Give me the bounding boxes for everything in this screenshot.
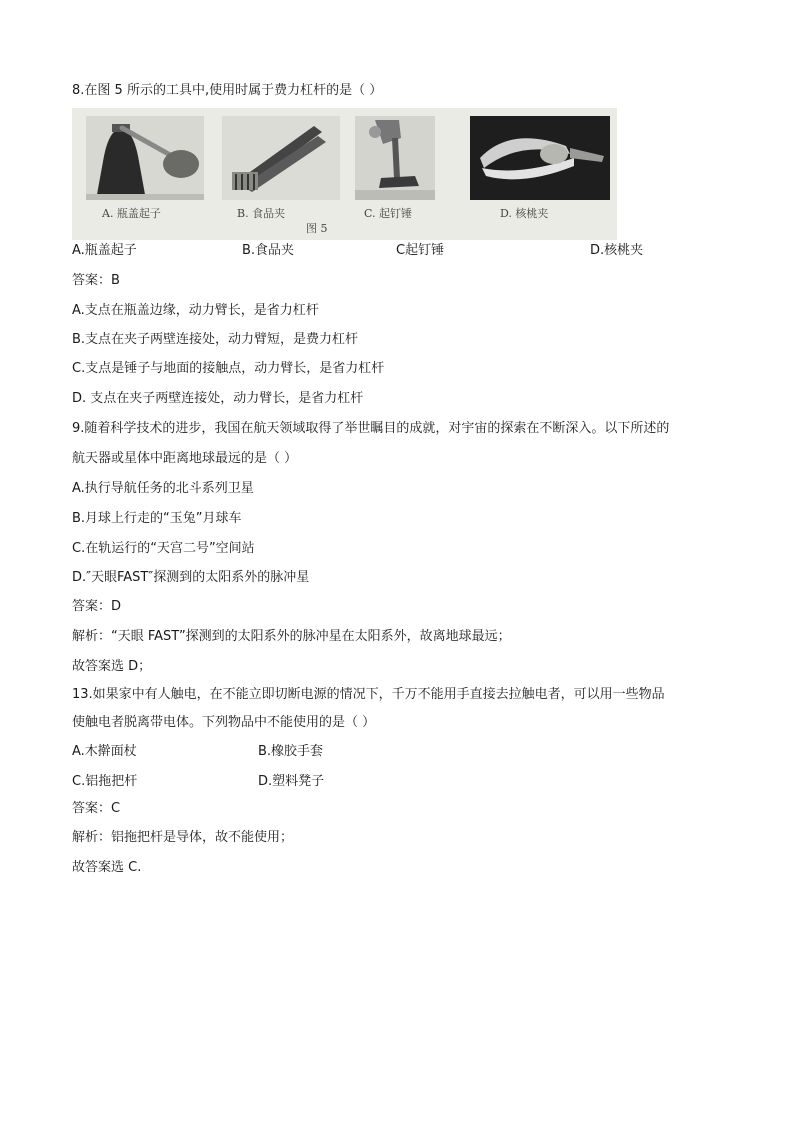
q8-explanation-c: C.支点是锤子与地面的接触点，动力臂长，是省力杠杆	[72, 361, 385, 376]
figure-caption-a: A. 瓶盖起子	[102, 207, 161, 220]
q13-option-b: B.橡胶手套	[258, 744, 324, 759]
q8-explanation-b: B.支点在夹子两壁连接处，动力臂短，是费力杠杆	[72, 332, 359, 347]
q8-stem: 8.在图 5 所示的工具中,使用时属于费力杠杆的是（ ）	[72, 83, 383, 98]
q13-option-d: D.塑料凳子	[258, 774, 325, 789]
q8-figure-image	[72, 108, 617, 240]
figure-caption-d: D. 核桃夹	[500, 207, 549, 220]
q8-explanation-d: D. 支点在夹子两壁连接处，动力臂长，是省力杠杆	[72, 391, 364, 406]
q9-option-b: B.月球上行走的“玉兔”月球车	[72, 511, 242, 526]
q13-stem-line2: 使触电者脱离带电体。下列物品中不能使用的是（ ）	[72, 715, 376, 730]
q9-stem-line2: 航天器或星体中距离地球最远的是（ ）	[72, 451, 298, 466]
q9-conclusion: 故答案选 D；	[72, 659, 152, 674]
q13-analysis: 解析：铝拖把杆是导体，故不能使用；	[72, 830, 294, 845]
q8-option-c: C起钉锤	[396, 243, 445, 258]
q9-stem-line1: 9.随着科学技术的进步，我国在航天领域取得了举世瞩目的成就，对宇宙的探索在不断深入。以下所述的	[72, 421, 670, 436]
q13-option-c: C.铝拖把杆	[72, 774, 138, 789]
q13-stem-line1: 13.如果家中有人触电，在不能立即切断电源的情况下，千万不能用手直接去拉触电者，可以用一些物品	[72, 687, 665, 702]
food-tongs-photo	[222, 116, 340, 200]
q9-option-a: A.执行导航任务的北斗系列卫星	[72, 481, 254, 496]
figure-caption-c: C. 起钉锤	[364, 207, 413, 220]
bottle-opener-photo	[86, 116, 204, 200]
q9-option-c: C.在轨运行的“天宫二号”空间站	[72, 541, 255, 556]
figure-caption-b: B. 食品夹	[237, 207, 286, 220]
q8-option-a: A.瓶盖起子	[72, 243, 137, 258]
nutcracker-photo	[470, 116, 610, 200]
q13-answer: 答案：C	[72, 801, 121, 816]
q9-option-d: D.″天眼FAST″探测到的太阳系外的脉冲星	[72, 570, 310, 585]
q8-option-b: B.食品夹	[242, 243, 295, 258]
q8-answer: 答案：B	[72, 273, 120, 288]
q8-explanation-a: A.支点在瓶盖边缘，动力臂长，是省力杠杆	[72, 303, 319, 318]
q13-conclusion: 故答案选 C.	[72, 860, 142, 875]
q9-analysis: 解析：“天眼 FAST”探测到的太阳系外的脉冲星在太阳系外，故离地球最远；	[72, 629, 511, 644]
claw-hammer-photo	[355, 116, 435, 200]
q13-option-a: A.木擀面杖	[72, 744, 137, 759]
q9-answer: 答案：D	[72, 599, 122, 614]
q8-option-d: D.核桃夹	[590, 243, 644, 258]
figure-title: 图 5	[306, 222, 328, 235]
